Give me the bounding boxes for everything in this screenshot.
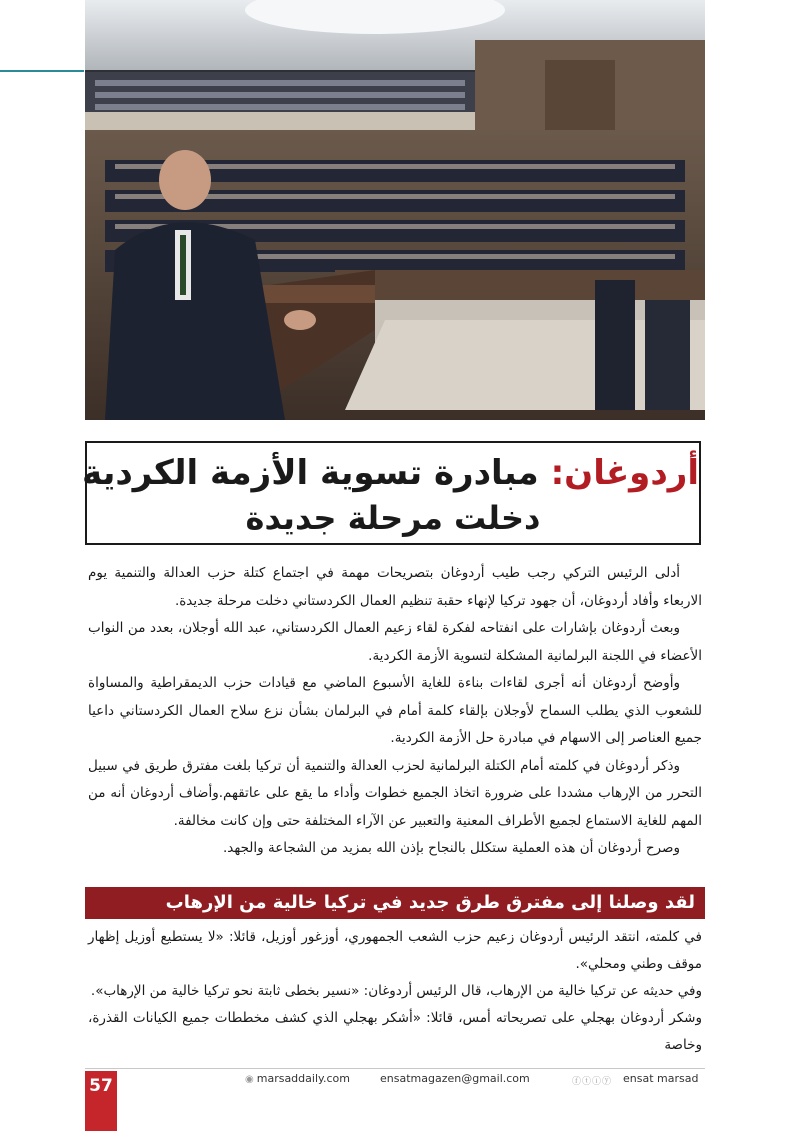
paragraph: في كلمته، انتقد الرئيس أردوغان زعيم حزب الشعب الجمهوري، أوزغور أوزيل، قائلا: «لا يستطيع أوزيل إظهار موقف وطني ومحلي». [88,929,702,972]
article-title-box [81,441,701,545]
website-link[interactable] [245,1072,350,1085]
parliament-photo [85,0,705,420]
article-title-line-1 [81,451,699,495]
article-body [88,560,702,863]
page-number: 57 [85,1071,117,1131]
paragraph: وذكر أردوغان في كلمته أمام الكتلة البرلمانية لحزب العدالة والتنمية أن تركيا بلغت مفترق طريق في سبيل التحرر من الإرهاب مشددا على ضرورة اتخاذ الجميع خطوات وأداء ما يقع على عاتقهم.وأضاف أردوغان أنه من المهم للغاية الاستماع لجميع الأطراف المعنية والتعبير عن الآراء المختلفة حتى وإن كانت مخالفة. [88,757,702,829]
decorative-teal-line [0,70,84,72]
title-accent-name: أردوغان: [550,453,699,493]
email-link[interactable] [380,1072,530,1085]
article-body-continued [88,924,702,1059]
website-text: marsaddaily.com [256,1072,350,1085]
email-text: ensatmagazen@gmail.com [380,1072,530,1085]
social-icons[interactable]: ⓕⓣⓘⓨ [572,1077,613,1087]
paragraph: وصرح أردوغان أن هذه العملية ستكلل بالنجاح بإذن الله بمزيد من الشجاعة والجهد. [222,840,680,856]
paragraph: وشكر أردوغان بهجلي على تصريحاته أمس، قائلا: «أشكر بهجلي الذي كشف مخططات جميع الكيانات القذرة، وخاصة [88,1010,702,1053]
paragraph: أدلى الرئيس التركي رجب طيب أردوغان بتصريحات مهمة في اجتماع كتلة حزب العدالة والتنمية يوم الاربعاء وأفاد أردوغان، أن جهود تركيا لإنهاء حقبة تنظيم العمال الكردستاني دخلت مرحلة جديدة. [88,565,702,609]
article-title-line-2: دخلت مرحلة جديدة [245,499,541,537]
footer-divider [85,1068,705,1069]
section-heading: لقد وصلنا إلى مفترق طرق جديد في تركيا خالية من الإرهاب [85,887,705,919]
paragraph: وبعث أردوغان بإشارات على انفتاحه لفكرة لقاء زعيم العمال الكردستاني، عبد الله أوجلان، بعدد من النواب الأعضاء في اللجنة البرلمانية المشكلة لتسوية الأزمة الكردية. [88,620,702,664]
paragraph: وأوضح أردوغان أنه أجرى لقاءات بناءة للغاية الأسبوع الماضي مع قيادات حزب الديمقراطية والمساواة للشعوب الذي يطلب السماح لأوجلان بإلقاء كلمة أمام في البرلمان بشأن نزع سلاح العمال الكردستاني داعيا جميع العناصر إلى الاسهام في مبادرة حل الأزمة الكردية. [88,675,702,746]
globe-icon: ◉ [245,1074,254,1085]
brand-name: ensat marsad [623,1072,699,1085]
paragraph: وفي حديثه عن تركيا خالية من الإرهاب، قال الرئيس أردوغان: «نسير بخطى ثابتة نحو تركيا خالية من الإرهاب». [90,983,702,999]
title-main-text: مبادرة تسوية الأزمة الكردية [81,453,539,493]
